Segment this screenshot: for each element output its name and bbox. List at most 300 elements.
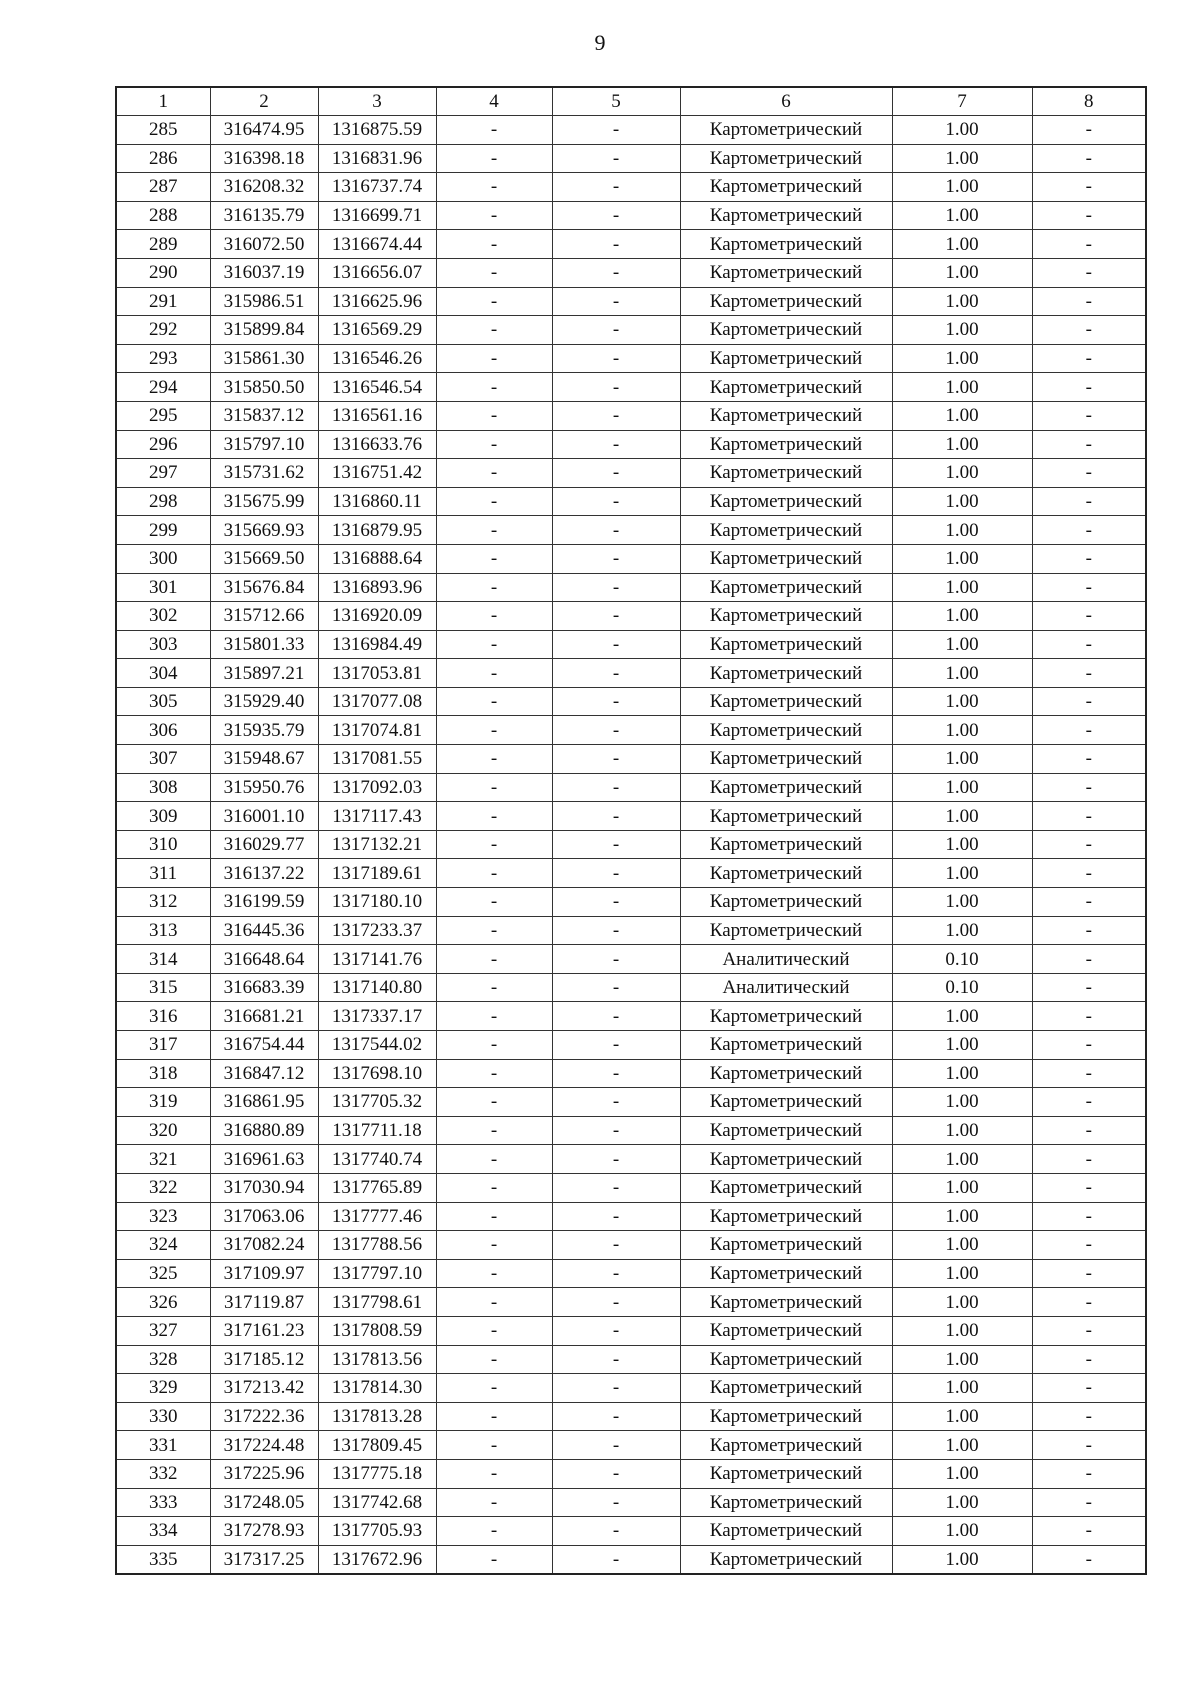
x-coordinate-cell: 316135.79 — [210, 201, 318, 230]
point-number-cell: 322 — [116, 1173, 210, 1202]
column-5-cell: - — [552, 1116, 680, 1145]
column-5-cell: - — [552, 201, 680, 230]
y-coordinate-cell: 1317705.93 — [318, 1517, 436, 1546]
table-row — [116, 116, 1146, 145]
table-row — [116, 1202, 1146, 1231]
y-coordinate-cell: 1316656.07 — [318, 258, 436, 287]
column-5-cell: - — [552, 630, 680, 659]
column-5-cell: - — [552, 1259, 680, 1288]
accuracy-cell: 0.10 — [892, 973, 1032, 1002]
method-cell: Картометрический — [680, 544, 892, 573]
table-row — [116, 1288, 1146, 1317]
accuracy-cell: 1.00 — [892, 1402, 1032, 1431]
column-4-cell: - — [436, 287, 552, 316]
column-8-cell: - — [1032, 687, 1146, 716]
column-8-cell: - — [1032, 573, 1146, 602]
y-coordinate-cell: 1316633.76 — [318, 430, 436, 459]
column-5-cell: - — [552, 344, 680, 373]
accuracy-cell: 1.00 — [892, 716, 1032, 745]
point-number-cell: 303 — [116, 630, 210, 659]
column-4-cell: - — [436, 602, 552, 631]
method-cell: Картометрический — [680, 687, 892, 716]
point-number-cell: 326 — [116, 1288, 210, 1317]
column-8-cell: - — [1032, 945, 1146, 974]
y-coordinate-cell: 1317813.56 — [318, 1345, 436, 1374]
y-coordinate-cell: 1317140.80 — [318, 973, 436, 1002]
column-4-cell: - — [436, 401, 552, 430]
method-cell: Картометрический — [680, 401, 892, 430]
column-4-cell: - — [436, 1173, 552, 1202]
column-8-cell: - — [1032, 316, 1146, 345]
point-number-cell: 298 — [116, 487, 210, 516]
column-5-cell: - — [552, 1517, 680, 1546]
x-coordinate-cell: 317185.12 — [210, 1345, 318, 1374]
column-8-cell: - — [1032, 659, 1146, 688]
point-number-cell: 305 — [116, 687, 210, 716]
column-4-cell: - — [436, 1402, 552, 1431]
accuracy-cell: 1.00 — [892, 144, 1032, 173]
x-coordinate-cell: 316880.89 — [210, 1116, 318, 1145]
point-number-cell: 324 — [116, 1231, 210, 1260]
column-5-cell: - — [552, 1345, 680, 1374]
method-cell: Картометрический — [680, 1202, 892, 1231]
column-4-cell: - — [436, 1116, 552, 1145]
column-4-cell: - — [436, 1488, 552, 1517]
column-4-cell: - — [436, 945, 552, 974]
point-number-cell: 285 — [116, 116, 210, 145]
x-coordinate-cell: 315897.21 — [210, 659, 318, 688]
table-row — [116, 1402, 1146, 1431]
x-coordinate-cell: 315731.62 — [210, 459, 318, 488]
method-cell: Картометрический — [680, 802, 892, 831]
column-8-cell: - — [1032, 373, 1146, 402]
column-4-cell: - — [436, 1202, 552, 1231]
accuracy-cell: 1.00 — [892, 1459, 1032, 1488]
method-cell: Картометрический — [680, 1459, 892, 1488]
column-4-cell: - — [436, 973, 552, 1002]
accuracy-cell: 1.00 — [892, 544, 1032, 573]
accuracy-cell: 1.00 — [892, 1145, 1032, 1174]
column-8-cell: - — [1032, 1088, 1146, 1117]
column-8-cell: - — [1032, 1316, 1146, 1345]
method-cell: Картометрический — [680, 1402, 892, 1431]
y-coordinate-cell: 1317092.03 — [318, 773, 436, 802]
accuracy-cell: 1.00 — [892, 287, 1032, 316]
table-row — [116, 1488, 1146, 1517]
column-4-cell: - — [436, 487, 552, 516]
table-row — [116, 602, 1146, 631]
method-cell: Картометрический — [680, 1231, 892, 1260]
table-row — [116, 316, 1146, 345]
accuracy-cell: 0.10 — [892, 945, 1032, 974]
y-coordinate-cell: 1316984.49 — [318, 630, 436, 659]
table-row — [116, 1374, 1146, 1403]
y-coordinate-cell: 1317777.46 — [318, 1202, 436, 1231]
column-4-cell: - — [436, 258, 552, 287]
page-number: 9 — [594, 30, 606, 55]
y-coordinate-cell: 1316751.42 — [318, 459, 436, 488]
column-8-cell: - — [1032, 802, 1146, 831]
y-coordinate-cell: 1316546.54 — [318, 373, 436, 402]
x-coordinate-cell: 317161.23 — [210, 1316, 318, 1345]
method-cell: Картометрический — [680, 1116, 892, 1145]
x-coordinate-cell: 317030.94 — [210, 1173, 318, 1202]
column-header: 6 — [680, 87, 892, 116]
method-cell: Картометрический — [680, 1316, 892, 1345]
point-number-cell: 288 — [116, 201, 210, 230]
column-5-cell: - — [552, 745, 680, 774]
column-4-cell: - — [436, 859, 552, 888]
column-8-cell: - — [1032, 1202, 1146, 1231]
table-row — [116, 916, 1146, 945]
column-4-cell: - — [436, 516, 552, 545]
column-5-cell: - — [552, 687, 680, 716]
table-row — [116, 945, 1146, 974]
column-4-cell: - — [436, 745, 552, 774]
method-cell: Картометрический — [680, 373, 892, 402]
point-number-cell: 332 — [116, 1459, 210, 1488]
y-coordinate-cell: 1317077.08 — [318, 687, 436, 716]
x-coordinate-cell: 316648.64 — [210, 945, 318, 974]
coordinates-table — [115, 86, 1147, 1575]
method-cell: Картометрический — [680, 659, 892, 688]
accuracy-cell: 1.00 — [892, 773, 1032, 802]
column-4-cell: - — [436, 201, 552, 230]
y-coordinate-cell: 1316625.96 — [318, 287, 436, 316]
accuracy-cell: 1.00 — [892, 802, 1032, 831]
method-cell: Картометрический — [680, 258, 892, 287]
y-coordinate-cell: 1317808.59 — [318, 1316, 436, 1345]
column-5-cell: - — [552, 773, 680, 802]
method-cell: Картометрический — [680, 1288, 892, 1317]
table-row — [116, 230, 1146, 259]
method-cell: Картометрический — [680, 745, 892, 774]
column-4-cell: - — [436, 1517, 552, 1546]
x-coordinate-cell: 315986.51 — [210, 287, 318, 316]
column-4-cell: - — [436, 802, 552, 831]
column-8-cell: - — [1032, 859, 1146, 888]
column-4-cell: - — [436, 659, 552, 688]
method-cell: Картометрический — [680, 116, 892, 145]
x-coordinate-cell: 315948.67 — [210, 745, 318, 774]
accuracy-cell: 1.00 — [892, 859, 1032, 888]
column-8-cell: - — [1032, 716, 1146, 745]
y-coordinate-cell: 1317672.96 — [318, 1545, 436, 1574]
x-coordinate-cell: 317317.25 — [210, 1545, 318, 1574]
column-4-cell: - — [436, 1088, 552, 1117]
accuracy-cell: 1.00 — [892, 230, 1032, 259]
accuracy-cell: 1.00 — [892, 1088, 1032, 1117]
accuracy-cell: 1.00 — [892, 173, 1032, 202]
method-cell: Картометрический — [680, 916, 892, 945]
point-number-cell: 296 — [116, 430, 210, 459]
column-5-cell: - — [552, 430, 680, 459]
column-8-cell: - — [1032, 201, 1146, 230]
point-number-cell: 302 — [116, 602, 210, 631]
table-row — [116, 1231, 1146, 1260]
column-4-cell: - — [436, 116, 552, 145]
y-coordinate-cell: 1317132.21 — [318, 830, 436, 859]
column-8-cell: - — [1032, 230, 1146, 259]
point-number-cell: 289 — [116, 230, 210, 259]
x-coordinate-cell: 315861.30 — [210, 344, 318, 373]
column-4-cell: - — [436, 373, 552, 402]
x-coordinate-cell: 317119.87 — [210, 1288, 318, 1317]
x-coordinate-cell: 315801.33 — [210, 630, 318, 659]
y-coordinate-cell: 1317797.10 — [318, 1259, 436, 1288]
column-4-cell: - — [436, 459, 552, 488]
method-cell: Картометрический — [680, 602, 892, 631]
column-8-cell: - — [1032, 1173, 1146, 1202]
point-number-cell: 320 — [116, 1116, 210, 1145]
column-4-cell: - — [436, 1031, 552, 1060]
y-coordinate-cell: 1317081.55 — [318, 745, 436, 774]
column-5-cell: - — [552, 830, 680, 859]
column-4-cell: - — [436, 687, 552, 716]
column-5-cell: - — [552, 116, 680, 145]
accuracy-cell: 1.00 — [892, 459, 1032, 488]
point-number-cell: 319 — [116, 1088, 210, 1117]
x-coordinate-cell: 316029.77 — [210, 830, 318, 859]
table-row — [116, 773, 1146, 802]
x-coordinate-cell: 316445.36 — [210, 916, 318, 945]
method-cell: Картометрический — [680, 859, 892, 888]
accuracy-cell: 1.00 — [892, 602, 1032, 631]
accuracy-cell: 1.00 — [892, 830, 1032, 859]
accuracy-cell: 1.00 — [892, 1173, 1032, 1202]
x-coordinate-cell: 316037.19 — [210, 258, 318, 287]
column-4-cell: - — [436, 888, 552, 917]
method-cell: Картометрический — [680, 316, 892, 345]
accuracy-cell: 1.00 — [892, 487, 1032, 516]
column-4-cell: - — [436, 173, 552, 202]
accuracy-cell: 1.00 — [892, 201, 1032, 230]
y-coordinate-cell: 1317798.61 — [318, 1288, 436, 1317]
column-4-cell: - — [436, 830, 552, 859]
column-5-cell: - — [552, 516, 680, 545]
column-4-cell: - — [436, 916, 552, 945]
column-8-cell: - — [1032, 544, 1146, 573]
x-coordinate-cell: 315676.84 — [210, 573, 318, 602]
method-cell: Картометрический — [680, 173, 892, 202]
accuracy-cell: 1.00 — [892, 1431, 1032, 1460]
y-coordinate-cell: 1316920.09 — [318, 602, 436, 631]
column-5-cell: - — [552, 287, 680, 316]
point-number-cell: 297 — [116, 459, 210, 488]
column-5-cell: - — [552, 1316, 680, 1345]
y-coordinate-cell: 1316888.64 — [318, 544, 436, 573]
accuracy-cell: 1.00 — [892, 1517, 1032, 1546]
column-8-cell: - — [1032, 1259, 1146, 1288]
accuracy-cell: 1.00 — [892, 1545, 1032, 1574]
y-coordinate-cell: 1317053.81 — [318, 659, 436, 688]
column-5-cell: - — [552, 1374, 680, 1403]
column-4-cell: - — [436, 630, 552, 659]
point-number-cell: 318 — [116, 1059, 210, 1088]
column-4-cell: - — [436, 1231, 552, 1260]
x-coordinate-cell: 317222.36 — [210, 1402, 318, 1431]
accuracy-cell: 1.00 — [892, 630, 1032, 659]
table-row — [116, 373, 1146, 402]
point-number-cell: 300 — [116, 544, 210, 573]
column-header: 3 — [318, 87, 436, 116]
accuracy-cell: 1.00 — [892, 1002, 1032, 1031]
x-coordinate-cell: 315837.12 — [210, 401, 318, 430]
accuracy-cell: 1.00 — [892, 373, 1032, 402]
table-row — [116, 201, 1146, 230]
x-coordinate-cell: 316208.32 — [210, 173, 318, 202]
method-cell: Картометрический — [680, 1517, 892, 1546]
column-4-cell: - — [436, 1002, 552, 1031]
point-number-cell: 321 — [116, 1145, 210, 1174]
table-row — [116, 888, 1146, 917]
accuracy-cell: 1.00 — [892, 344, 1032, 373]
accuracy-cell: 1.00 — [892, 687, 1032, 716]
point-number-cell: 327 — [116, 1316, 210, 1345]
point-number-cell: 311 — [116, 859, 210, 888]
y-coordinate-cell: 1317233.37 — [318, 916, 436, 945]
point-number-cell: 328 — [116, 1345, 210, 1374]
x-coordinate-cell: 315950.76 — [210, 773, 318, 802]
method-cell: Картометрический — [680, 716, 892, 745]
column-8-cell: - — [1032, 1288, 1146, 1317]
point-number-cell: 306 — [116, 716, 210, 745]
accuracy-cell: 1.00 — [892, 888, 1032, 917]
column-5-cell: - — [552, 659, 680, 688]
column-5-cell: - — [552, 1288, 680, 1317]
column-4-cell: - — [436, 1145, 552, 1174]
column-8-cell: - — [1032, 144, 1146, 173]
point-number-cell: 325 — [116, 1259, 210, 1288]
table-row — [116, 344, 1146, 373]
column-8-cell: - — [1032, 1459, 1146, 1488]
column-8-cell: - — [1032, 745, 1146, 774]
point-number-cell: 286 — [116, 144, 210, 173]
x-coordinate-cell: 316199.59 — [210, 888, 318, 917]
method-cell: Картометрический — [680, 459, 892, 488]
column-4-cell: - — [436, 1545, 552, 1574]
y-coordinate-cell: 1316831.96 — [318, 144, 436, 173]
table-row — [116, 544, 1146, 573]
column-8-cell: - — [1032, 630, 1146, 659]
y-coordinate-cell: 1317705.32 — [318, 1088, 436, 1117]
y-coordinate-cell: 1317074.81 — [318, 716, 436, 745]
x-coordinate-cell: 315929.40 — [210, 687, 318, 716]
y-coordinate-cell: 1316569.29 — [318, 316, 436, 345]
point-number-cell: 290 — [116, 258, 210, 287]
accuracy-cell: 1.00 — [892, 1488, 1032, 1517]
accuracy-cell: 1.00 — [892, 401, 1032, 430]
x-coordinate-cell: 316754.44 — [210, 1031, 318, 1060]
column-8-cell: - — [1032, 773, 1146, 802]
accuracy-cell: 1.00 — [892, 258, 1032, 287]
column-5-cell: - — [552, 258, 680, 287]
x-coordinate-cell: 316137.22 — [210, 859, 318, 888]
x-coordinate-cell: 316681.21 — [210, 1002, 318, 1031]
method-cell: Картометрический — [680, 773, 892, 802]
column-4-cell: - — [436, 1059, 552, 1088]
y-coordinate-cell: 1317141.76 — [318, 945, 436, 974]
method-cell: Картометрический — [680, 430, 892, 459]
table-row — [116, 430, 1146, 459]
column-5-cell: - — [552, 573, 680, 602]
column-5-cell: - — [552, 1202, 680, 1231]
column-8-cell: - — [1032, 1345, 1146, 1374]
column-5-cell: - — [552, 802, 680, 831]
method-cell: Картометрический — [680, 1173, 892, 1202]
table-row — [116, 716, 1146, 745]
table-row — [116, 1545, 1146, 1574]
y-coordinate-cell: 1316875.59 — [318, 116, 436, 145]
table-row — [116, 1259, 1146, 1288]
method-cell: Картометрический — [680, 1002, 892, 1031]
accuracy-cell: 1.00 — [892, 1259, 1032, 1288]
column-5-cell: - — [552, 1031, 680, 1060]
y-coordinate-cell: 1317711.18 — [318, 1116, 436, 1145]
method-cell: Картометрический — [680, 144, 892, 173]
accuracy-cell: 1.00 — [892, 316, 1032, 345]
method-cell: Картометрический — [680, 1545, 892, 1574]
column-5-cell: - — [552, 1002, 680, 1031]
method-cell: Картометрический — [680, 1259, 892, 1288]
method-cell: Картометрический — [680, 888, 892, 917]
column-8-cell: - — [1032, 258, 1146, 287]
column-4-cell: - — [436, 144, 552, 173]
table-row — [116, 1173, 1146, 1202]
point-number-cell: 335 — [116, 1545, 210, 1574]
y-coordinate-cell: 1317740.74 — [318, 1145, 436, 1174]
accuracy-cell: 1.00 — [892, 1288, 1032, 1317]
column-5-cell: - — [552, 173, 680, 202]
table-body — [116, 116, 1146, 1575]
accuracy-cell: 1.00 — [892, 1031, 1032, 1060]
table-row — [116, 1517, 1146, 1546]
x-coordinate-cell: 317109.97 — [210, 1259, 318, 1288]
point-number-cell: 323 — [116, 1202, 210, 1231]
y-coordinate-cell: 1317814.30 — [318, 1374, 436, 1403]
column-5-cell: - — [552, 1145, 680, 1174]
x-coordinate-cell: 315669.50 — [210, 544, 318, 573]
method-cell: Картометрический — [680, 1059, 892, 1088]
y-coordinate-cell: 1317775.18 — [318, 1459, 436, 1488]
column-8-cell: - — [1032, 459, 1146, 488]
y-coordinate-cell: 1317765.89 — [318, 1173, 436, 1202]
column-8-cell: - — [1032, 830, 1146, 859]
y-coordinate-cell: 1316737.74 — [318, 173, 436, 202]
point-number-cell: 330 — [116, 1402, 210, 1431]
column-8-cell: - — [1032, 1431, 1146, 1460]
y-coordinate-cell: 1317117.43 — [318, 802, 436, 831]
column-4-cell: - — [436, 1288, 552, 1317]
method-cell: Картометрический — [680, 516, 892, 545]
column-5-cell: - — [552, 373, 680, 402]
column-5-cell: - — [552, 973, 680, 1002]
column-8-cell: - — [1032, 1488, 1146, 1517]
table-row — [116, 1145, 1146, 1174]
column-8-cell: - — [1032, 973, 1146, 1002]
accuracy-cell: 1.00 — [892, 745, 1032, 774]
method-cell: Аналитический — [680, 973, 892, 1002]
column-8-cell: - — [1032, 116, 1146, 145]
column-header: 8 — [1032, 87, 1146, 116]
x-coordinate-cell: 315675.99 — [210, 487, 318, 516]
y-coordinate-cell: 1317544.02 — [318, 1031, 436, 1060]
column-5-cell: - — [552, 1488, 680, 1517]
point-number-cell: 312 — [116, 888, 210, 917]
y-coordinate-cell: 1317742.68 — [318, 1488, 436, 1517]
column-5-cell: - — [552, 487, 680, 516]
column-5-cell: - — [552, 1173, 680, 1202]
